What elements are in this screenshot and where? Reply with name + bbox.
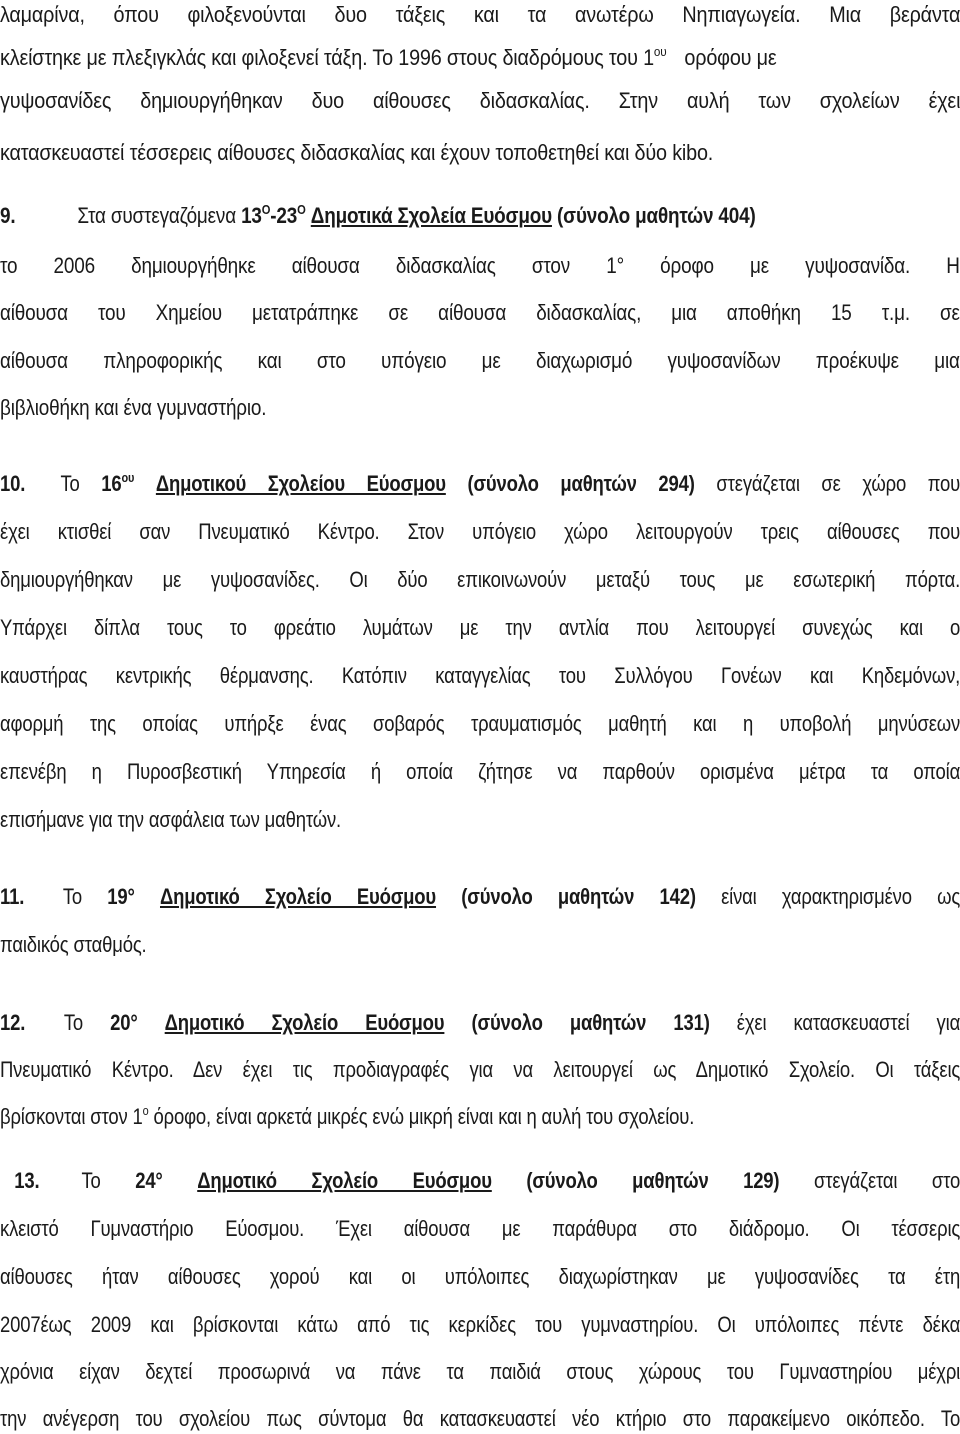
p12-line-3-b: όροφο, είναι αρκετά μικρές ενώ μικρή είναι και η αυλή του σχολείου. xyxy=(153,1104,695,1129)
p9-count: (σύνολο μαθητών 404) xyxy=(557,203,756,228)
p11-ordinal: 19° xyxy=(107,884,135,909)
p13-to: Το xyxy=(81,1168,101,1193)
p12-number: 12. xyxy=(0,1010,26,1035)
p8-line-4: κατασκευαστεί τέσσερεις αίθουσες διδασκαλίας και έχουν τοποθετηθεί και δύο kibo. xyxy=(0,140,714,165)
p10-school: Δημοτικού Σχολείου Εύοσμου xyxy=(155,471,446,496)
p12-school: Δημοτικό Σχολείο Ευόσμου xyxy=(164,1010,445,1035)
p12-line-3 xyxy=(0,1102,960,1132)
p9-ordinal-2: -23 xyxy=(270,203,298,228)
p10-line-1 xyxy=(0,469,960,499)
p9-line-5: βιβλιοθήκη και ένα γυμναστήριο. xyxy=(0,395,267,420)
p12-rest: έχει κατασκευαστεί για xyxy=(736,1010,960,1035)
p13-line-6: την ανέγερση του σχολείου πως σύντομα θα κατασκευαστεί νέο κτήριο στο παρακείμενο οικόπεδο. Το xyxy=(0,1406,960,1431)
p9-number: 9. xyxy=(0,203,16,228)
p10-to: Το xyxy=(60,471,80,496)
p10-sup: ου xyxy=(121,470,135,485)
p8-line-2-text: κλείστηκε με πλεξιγκλάς και φιλοξενεί τάξη. Το 1996 στους διαδρόμους του 1 xyxy=(0,45,654,70)
p8-line-2-sup: ου xyxy=(653,44,667,59)
p12-ordinal: 20° xyxy=(110,1010,138,1035)
p11-school: Δημοτικό Σχολείο Ευόσμου xyxy=(159,884,437,909)
p8-line-1: λαμαρίνα, όπου φιλοξενούνται δυο τάξεις και τα ανωτέρω Νηπιαγωγεία. Μια βεράντα xyxy=(0,2,960,27)
p9-sup-2: Ο xyxy=(297,202,306,217)
p9-school: Δημοτικά Σχολεία Ευόσμου xyxy=(310,203,552,228)
p12-line-1 xyxy=(0,1008,960,1038)
p9-intro: Στα συστεγαζόμενα xyxy=(77,203,236,228)
p13-ordinal: 24° xyxy=(135,1168,163,1193)
p11-to: Το xyxy=(62,884,83,909)
p9-ordinal-1: 13 xyxy=(241,203,262,228)
p13-line-2: κλειστό Γυμναστήριο Εύοσμου. Έχει αίθουσα με παράθυρα στο διάδρομο. Οι τέσσερις xyxy=(0,1216,960,1241)
p10-line-4: Υπάρχει δίπλα τους το φρεάτιο λυμάτων με την αντλία που λειτουργεί συνεχώς και ο xyxy=(0,615,960,640)
p12-line-3-sup: ο xyxy=(142,1103,149,1118)
p13-school: Δημοτικό Σχολείο Ευόσμου xyxy=(197,1168,492,1193)
p9-line-3: αίθουσα του Χημείου μετατράπηκε σε αίθουσα διδασκαλίας, μια αποθήκη 15 τ.μ. σε xyxy=(0,300,960,325)
p13-line-3: αίθουσες ήταν αίθουσες χορού και οι υπόλοιπες διαχωρίστηκαν με γυψοσανίδες τα έτη xyxy=(0,1264,960,1289)
p10-rest: στεγάζεται σε χώρο που xyxy=(716,471,960,496)
p10-line-3: δημιουργήθηκαν με γυψοσανίδες. Οι δύο επικοινωνούν μεταξύ τους με εσωτερική πόρτα. xyxy=(0,567,960,592)
p12-to: Το xyxy=(63,1010,84,1035)
p9-line-1 xyxy=(0,201,960,231)
p9-sup-1: Ο xyxy=(261,202,271,217)
p12-line-3-a: βρίσκονται στον 1 xyxy=(0,1104,143,1129)
p9-line-4: αίθουσα πληροφορικής και στο υπόγειο με διαχωρισμό γυψοσανίδων προέκυψε μια xyxy=(0,348,960,373)
p11-rest: είναι χαρακτηρισμένο ως xyxy=(721,884,960,909)
p13-line-5: χρόνια είχαν δεχτεί προσωρινά να πάνε τα παιδιά στους χώρους του Γυμναστηρίου μέχρι xyxy=(0,1359,960,1384)
p12-count: (σύνολο μαθητών 131) xyxy=(471,1010,710,1035)
p13-count: (σύνολο μαθητών 129) xyxy=(526,1168,780,1193)
p10-count: (σύνολο μαθητών 294) xyxy=(467,471,695,496)
p13-number: 13. xyxy=(14,1168,40,1193)
p9-line-2: το 2006 δημιουργήθηκε αίθουσα διδασκαλίας στον 1° όροφο με γυψοσανίδα. Η xyxy=(0,253,960,278)
p13-line-1 xyxy=(0,1166,960,1196)
p10-line-6: αφορμή της οποίας υπήρξε ένας σοβαρός τραυματισμός μαθητή και η υποβολή μηνύσεων xyxy=(0,711,960,736)
p13-line-4: 2007έως 2009 και βρίσκονται κάτω από τις κερκίδες του γυμναστηρίου. Οι υπόλοιπες πέντε δέκα xyxy=(0,1312,960,1337)
p13-rest: στεγάζεται στο xyxy=(813,1168,960,1193)
p10-ordinal: 16 xyxy=(101,471,122,496)
p10-number: 10. xyxy=(0,471,26,496)
p8-line-3: γυψοσανίδες δημιουργήθηκαν δυο αίθουσες διδασκαλίας. Στην αυλή των σχολείων έχει xyxy=(0,88,960,113)
p11-line-1 xyxy=(0,882,960,912)
p11-count: (σύνολο μαθητών 142) xyxy=(461,884,696,909)
p8-line-2-end: ορόφου με xyxy=(684,45,777,70)
p12-line-2: Πνευματικό Κέντρο. Δεν έχει τις προδιαγραφές για να λειτουργεί ως Δημοτικό Σχολείο. Οι τάξεις xyxy=(0,1057,960,1082)
p8-line-2 xyxy=(0,43,960,73)
p10-line-2: έχει κτισθεί σαν Πνευματικό Κέντρο. Στον υπόγειο χώρο λειτουργούν τρεις αίθουσες που xyxy=(0,519,960,544)
p10-line-7: επενέβη η Πυροσβεστική Υπηρεσία ή οποία ζήτησε να παρθούν ορισμένα μέτρα τα οποία xyxy=(0,759,960,784)
p11-number: 11. xyxy=(0,884,25,909)
p11-line-2: παιδικός σταθμός. xyxy=(0,932,147,957)
p10-line-8: επισήμανε για την ασφάλεια των μαθητών. xyxy=(0,807,342,832)
p10-line-5: καυστήρας κεντρικής θέρμανσης. Κατόπιν καταγγελίας του Συλλόγου Γονέων και Κηδεμόνων, xyxy=(0,663,960,688)
